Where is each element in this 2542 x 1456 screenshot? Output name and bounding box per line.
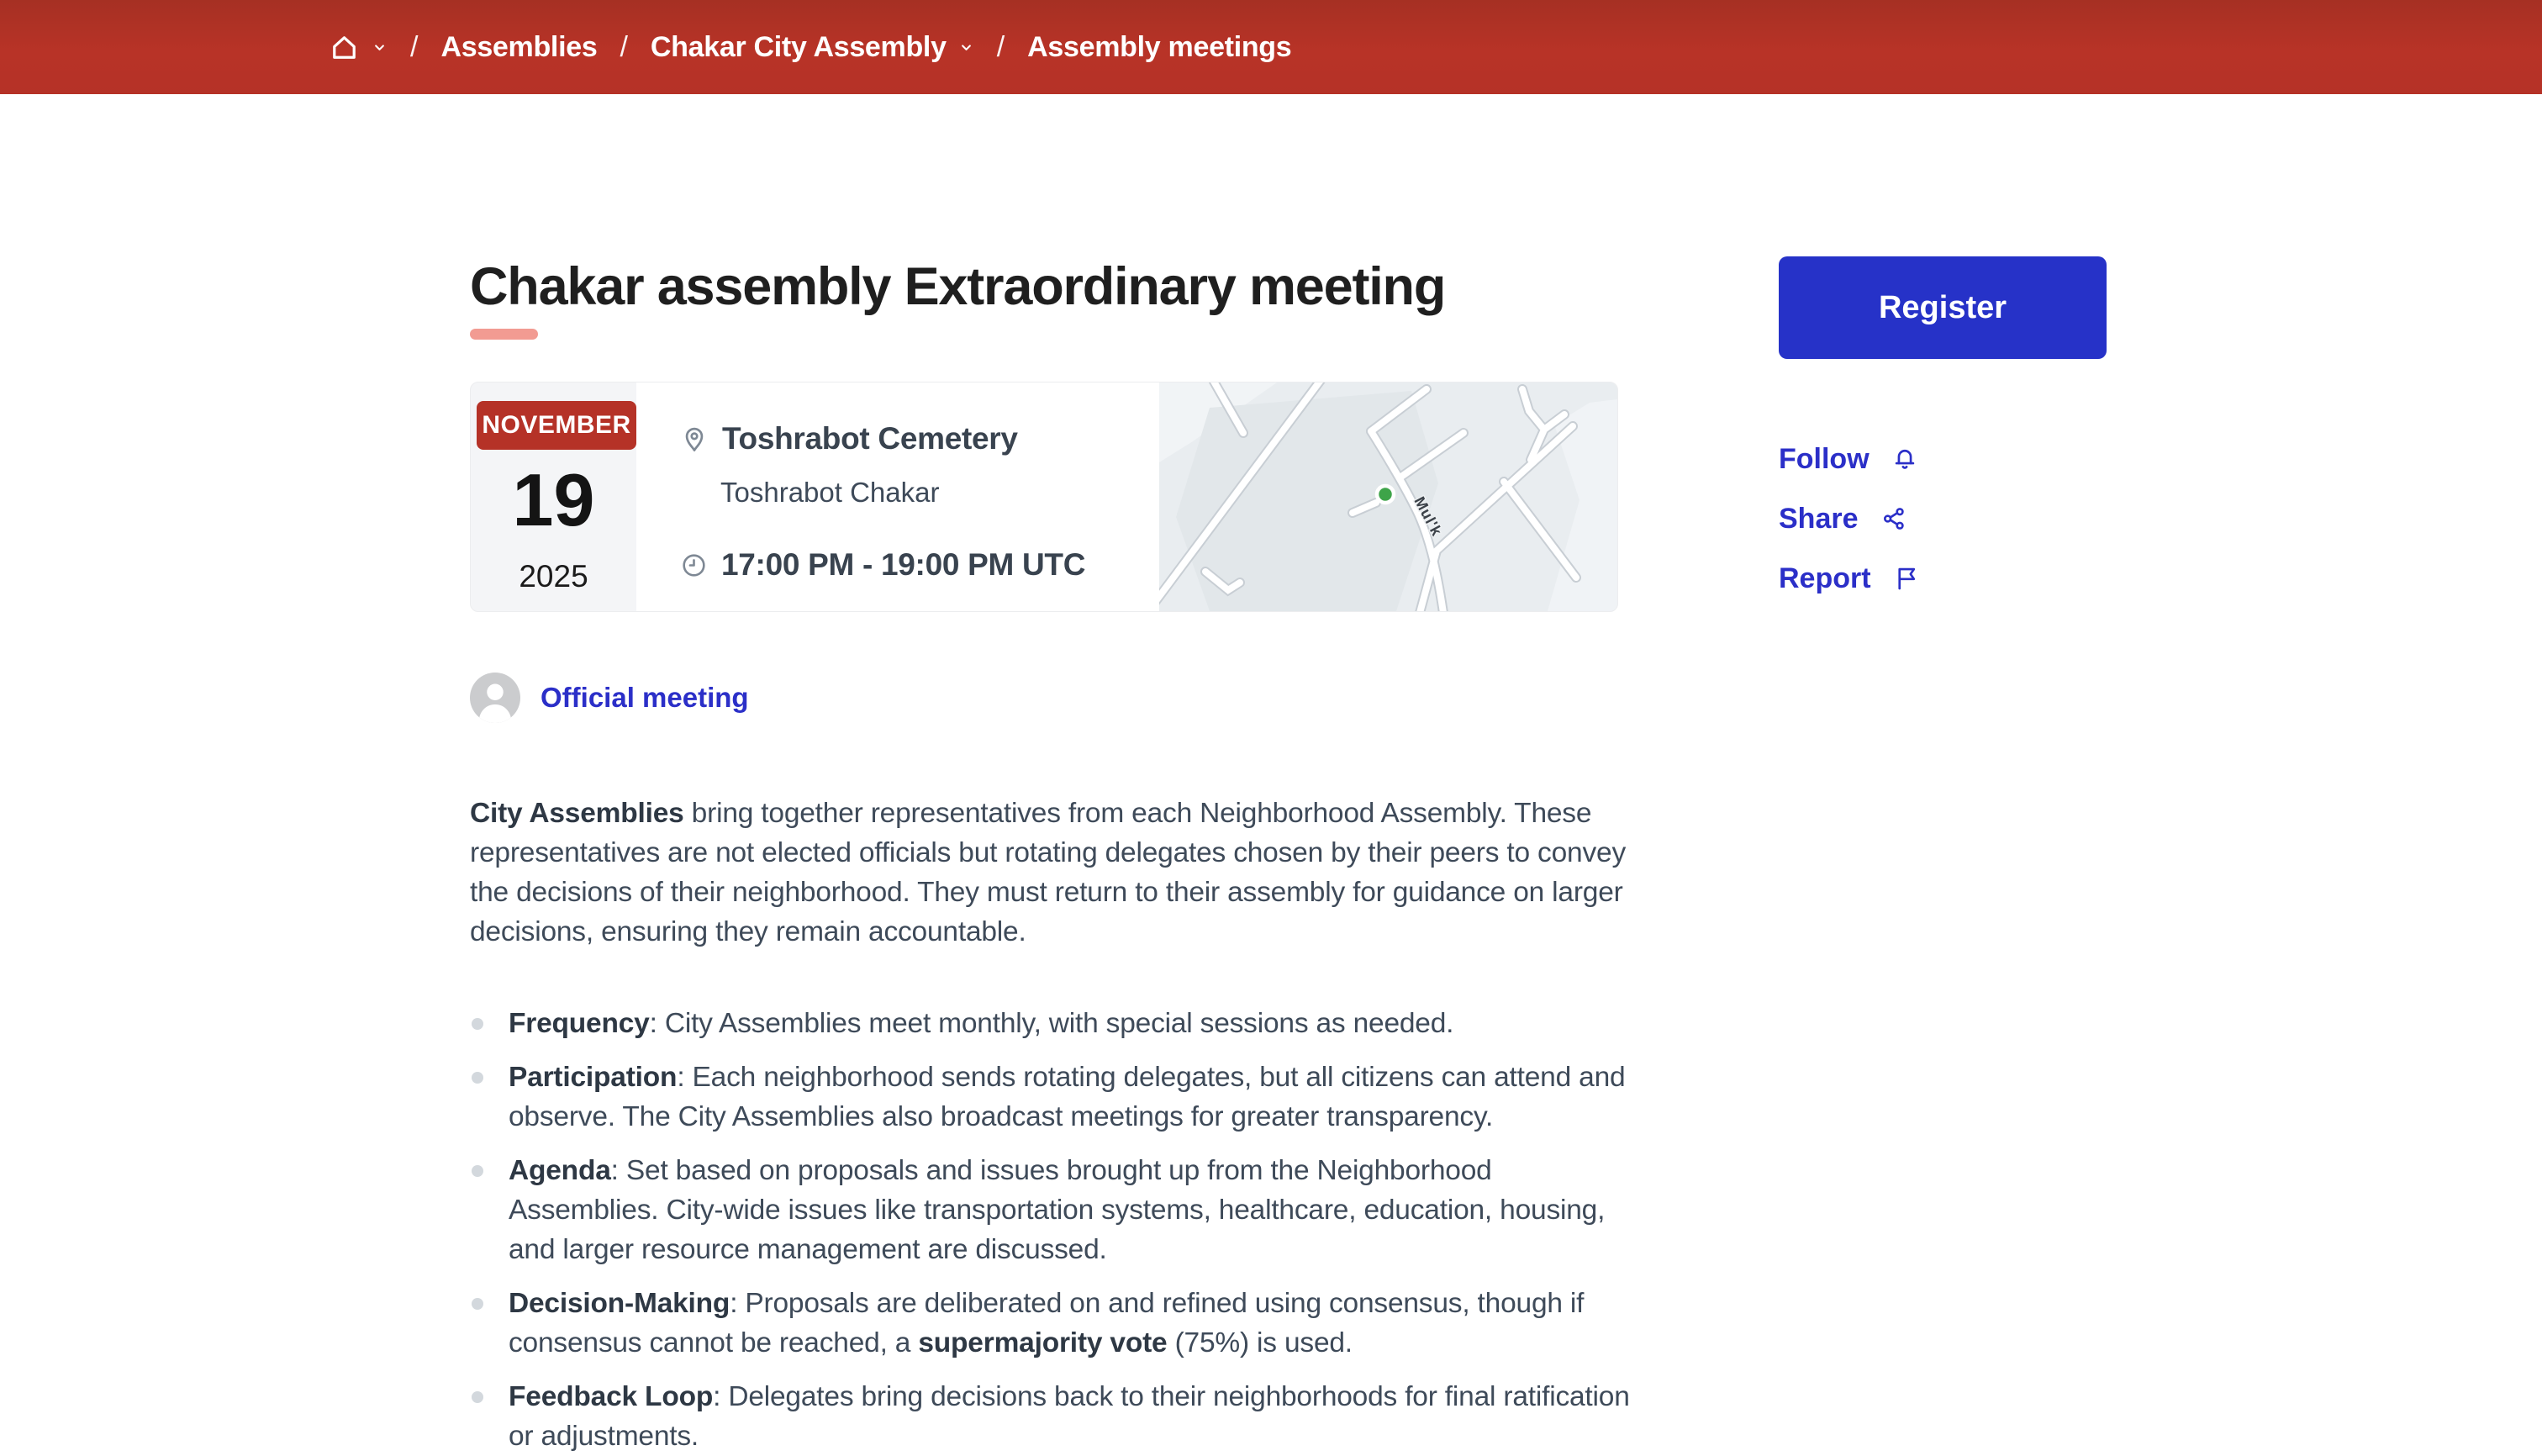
- author-row: [470, 673, 1618, 723]
- location-map[interactable]: [1159, 382, 1617, 611]
- location-address: Toshrabot Chakar: [720, 477, 940, 509]
- breadcrumb-item-assembly[interactable]: Chakar City Assembly: [651, 31, 974, 64]
- list-item: Decision-Making: Proposals are deliberated on and refined using consensus, though if consensus cannot be reached, a supermajority vote (75%) is used.: [470, 1284, 1630, 1363]
- breadcrumb-item-assemblies[interactable]: Assemblies: [440, 30, 598, 63]
- breadcrumb-separator: /: [620, 30, 628, 63]
- side-column: [1779, 256, 2107, 597]
- main-content: [470, 256, 1630, 1456]
- location-time-panel: [636, 382, 1159, 611]
- share-button[interactable]: Share: [1779, 500, 2107, 537]
- chevron-down-icon: [372, 40, 388, 55]
- home-icon: [329, 32, 360, 63]
- date-block: [471, 382, 636, 611]
- chevron-down-icon: [958, 40, 974, 55]
- map-marker: [1377, 486, 1394, 503]
- meeting-info-card: [470, 382, 1618, 612]
- page-title: Chakar assembly Extraordinary meeting: [470, 257, 1446, 316]
- register-button[interactable]: Register: [1779, 256, 2107, 359]
- action-links: [1779, 440, 2107, 597]
- list-item: Frequency: City Assemblies meet monthly, with special sessions as needed.: [470, 1004, 1630, 1043]
- official-meeting-badge: Official meeting: [541, 682, 749, 714]
- location-name: Toshrabot Cemetery: [722, 421, 1018, 456]
- intro-paragraph: City Assemblies bring together representatives from each Neighborhood Assembly. These representatives are not elected officials but rotating delegates chosen by their peers to convey the decisions of their neighborhood. They must return to their assembly for guidance on larger decisions, ensuring they remain accountable.: [470, 798, 1626, 948]
- location-pin-icon: [680, 425, 709, 453]
- map-canvas: [1159, 382, 1617, 611]
- clock-icon: [680, 551, 708, 579]
- list-item: Agenda: Set based on proposals and issues brought up from the Neighborhood Assemblies. City-wide issues like transportation systems, healthcare, education, housing, and larger resource management are discussed.: [470, 1151, 1630, 1269]
- meeting-time: 17:00 PM - 19:00 PM UTC: [721, 547, 1086, 583]
- title-underline: [470, 329, 538, 340]
- day-number: 19: [512, 458, 595, 542]
- report-button[interactable]: Report: [1779, 560, 2107, 597]
- share-icon: [1880, 505, 1907, 532]
- top-navbar: [0, 0, 2542, 94]
- details-list: [470, 1004, 1630, 1456]
- breadcrumb: [329, 31, 1291, 64]
- map-street-label: Mul'k: [1411, 493, 1446, 540]
- breadcrumb-separator: /: [410, 30, 419, 63]
- month-banner: NOVEMBER: [477, 401, 636, 450]
- list-item: Feedback Loop: Delegates bring decisions back to their neighborhoods for final ratification or adjustments.: [470, 1377, 1630, 1456]
- year-number: 2025: [519, 559, 588, 594]
- breadcrumb-home-link[interactable]: [329, 32, 388, 63]
- avatar: [470, 673, 520, 723]
- breadcrumb-item-assembly-meetings[interactable]: Assembly meetings: [1027, 30, 1292, 63]
- breadcrumb-separator: /: [996, 30, 1005, 63]
- bell-icon: [1891, 446, 1918, 472]
- follow-button[interactable]: Follow: [1779, 440, 2107, 477]
- flag-icon: [1893, 565, 1920, 592]
- list-item: Participation: Each neighborhood sends rotating delegates, but all citizens can attend and observe. The City Assemblies also broadcast meetings for greater transparency.: [470, 1058, 1630, 1137]
